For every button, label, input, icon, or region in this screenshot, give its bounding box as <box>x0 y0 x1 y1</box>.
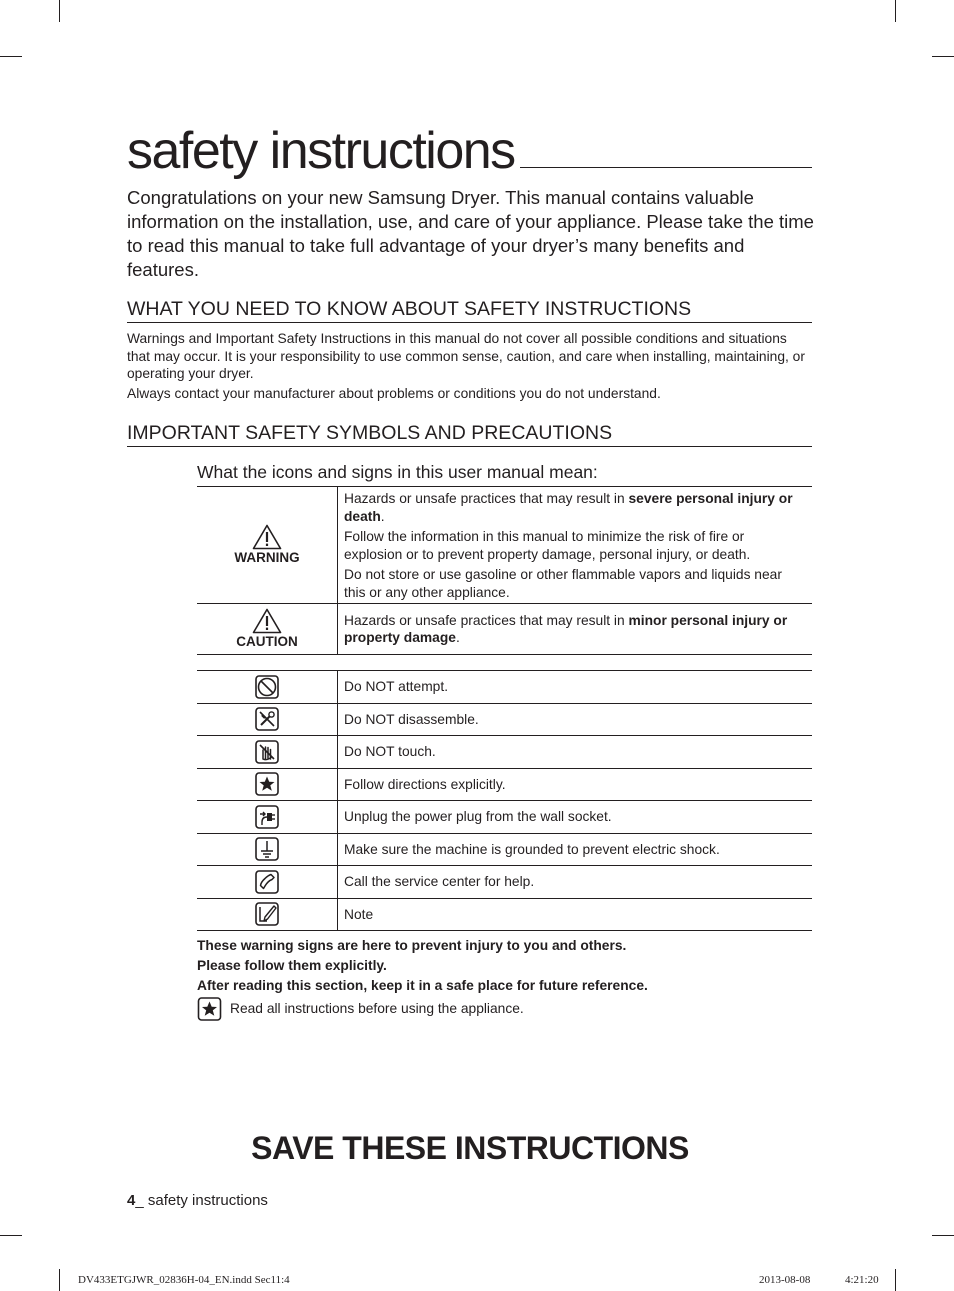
page-title: safety instructions <box>127 122 515 180</box>
symbol-row <box>197 671 812 704</box>
caution-line-1-text: Hazards or unsafe practices that may result in <box>344 612 629 628</box>
symbol-row <box>197 736 812 769</box>
symbol-icon-cell <box>197 769 338 801</box>
crop-mark-top-right <box>895 0 896 22</box>
symbol-row <box>197 834 812 867</box>
symbol-icon-cell <box>197 704 338 736</box>
closing-line-2: Please follow them explicitly. <box>197 958 387 973</box>
closing-notes <box>197 936 812 996</box>
symbol-text: Do NOT disassemble. <box>344 711 479 727</box>
intro-paragraph: Congratulations on your new Samsung Dryer. This manual contains valuable information on the installation, use, and care of your appliance. Please take the time to read this manual to take full advantage of your dryer’s many benefits and features. <box>127 187 814 280</box>
symbol-icon-cell <box>197 736 338 768</box>
caution-line-1 <box>344 612 804 647</box>
read-all-note <box>197 997 524 1021</box>
page-footer <box>127 1191 268 1211</box>
follow-directions-icon <box>255 772 279 796</box>
print-slug-time: 4:21:20 <box>845 1274 879 1286</box>
page-number: 4 <box>127 1192 136 1209</box>
caution-line-1-end: . <box>455 630 460 645</box>
section-heading-know: WHAT YOU NEED TO KNOW ABOUT SAFETY INSTRUCTIONS <box>127 297 812 323</box>
save-instructions-heading: SAVE THESE INSTRUCTIONS <box>251 1130 689 1166</box>
symbol-icon-cell <box>197 671 338 703</box>
caution-triangle-icon <box>252 608 282 634</box>
warning-line-1 <box>344 490 804 525</box>
warning-line-1-text: Hazards or unsafe practices that may result in <box>344 491 629 506</box>
phone-icon <box>255 870 279 894</box>
know-paragraph-2: Always contact your manufacturer about problems or conditions you do not understand. <box>127 386 661 401</box>
do-not-touch-icon <box>255 740 279 764</box>
warning-line-3: Do not store or use gasoline or other flammable vapors and liquids near this or any other appliance. <box>344 567 782 600</box>
title-rule <box>520 167 812 168</box>
crop-mark-top-left <box>59 0 60 22</box>
know-paragraph-1: Warnings and Important Safety Instructions in this manual do not cover all possible conditions and situations that may occur. It is your responsibility to use common sense, caution, and care when installing, maintaining, or operating your dryer. <box>127 331 805 381</box>
symbol-row <box>197 704 812 737</box>
caution-line-1-emphasis: minor personal injury or property damage <box>344 612 788 645</box>
symbols-table <box>197 670 812 931</box>
crop-mark-left-top <box>0 56 22 57</box>
crop-mark-right-top <box>932 56 954 57</box>
warning-text-cell <box>338 487 812 603</box>
warning-line-2: Follow the information in this manual to minimize the risk of fire or explosion or to prevent property damage, personal injury, or death. <box>344 529 751 562</box>
print-slug-date: 2013-08-08 <box>759 1274 811 1286</box>
warning-row <box>197 487 812 604</box>
crop-mark-left-bottom <box>0 1235 22 1236</box>
caution-text-cell <box>338 604 812 654</box>
warning-triangle-icon <box>252 524 282 550</box>
symbol-text: Make sure the machine is grounded to prevent electric shock. <box>344 841 720 857</box>
warning-line-1-end: . <box>380 508 385 524</box>
caution-label: CAUTION <box>236 634 298 649</box>
do-not-attempt-icon <box>255 675 279 699</box>
symbol-text: Unplug the power plug from the wall socket. <box>344 809 612 824</box>
symbol-icon-cell <box>197 801 338 833</box>
symbol-icon-cell <box>197 834 338 866</box>
caution-row <box>197 604 812 655</box>
symbol-text: Note <box>344 906 374 922</box>
crop-mark-right-bottom <box>932 1235 954 1236</box>
closing-line-3: After reading this section, keep it in a safe place for future reference. <box>197 978 648 993</box>
symbol-text: Do NOT attempt. <box>344 679 449 694</box>
unplug-icon <box>255 805 279 829</box>
symbol-icon-cell <box>197 899 338 931</box>
signal-words-table <box>197 486 812 655</box>
symbol-row <box>197 899 812 932</box>
symbol-row <box>197 866 812 899</box>
read-all-text: Read all instructions before using the appliance. <box>230 1001 524 1016</box>
symbol-text: Call the service center for help. <box>344 874 535 889</box>
crop-mark-bottom-right <box>895 1269 896 1291</box>
symbol-text: Follow directions explicitly. <box>344 776 506 792</box>
symbol-row <box>197 801 812 834</box>
caution-icon-cell <box>197 604 338 654</box>
warning-label: WARNING <box>234 550 300 565</box>
symbols-subheading: What the icons and signs in this user manual mean: <box>197 462 598 482</box>
symbol-icon-cell <box>197 866 338 898</box>
warning-icon-cell <box>197 487 338 603</box>
note-icon <box>255 902 279 926</box>
follow-directions-icon <box>197 997 222 1021</box>
warning-line-1-emphasis: severe personal injury or death <box>344 491 793 524</box>
page-footer-label: _ safety instructions <box>135 1192 268 1209</box>
do-not-disassemble-icon <box>255 707 279 731</box>
symbol-text: Do NOT touch. <box>344 744 436 759</box>
section-heading-symbols: IMPORTANT SAFETY SYMBOLS AND PRECAUTIONS <box>127 421 812 447</box>
ground-icon <box>255 837 279 861</box>
closing-line-1: These warning signs are here to prevent injury to you and others. <box>197 938 627 953</box>
symbol-row <box>197 769 812 802</box>
print-slug-file: DV433ETGJWR_02836H-04_EN.indd Sec11:4 <box>78 1274 290 1286</box>
crop-mark-bottom-left <box>59 1269 60 1291</box>
